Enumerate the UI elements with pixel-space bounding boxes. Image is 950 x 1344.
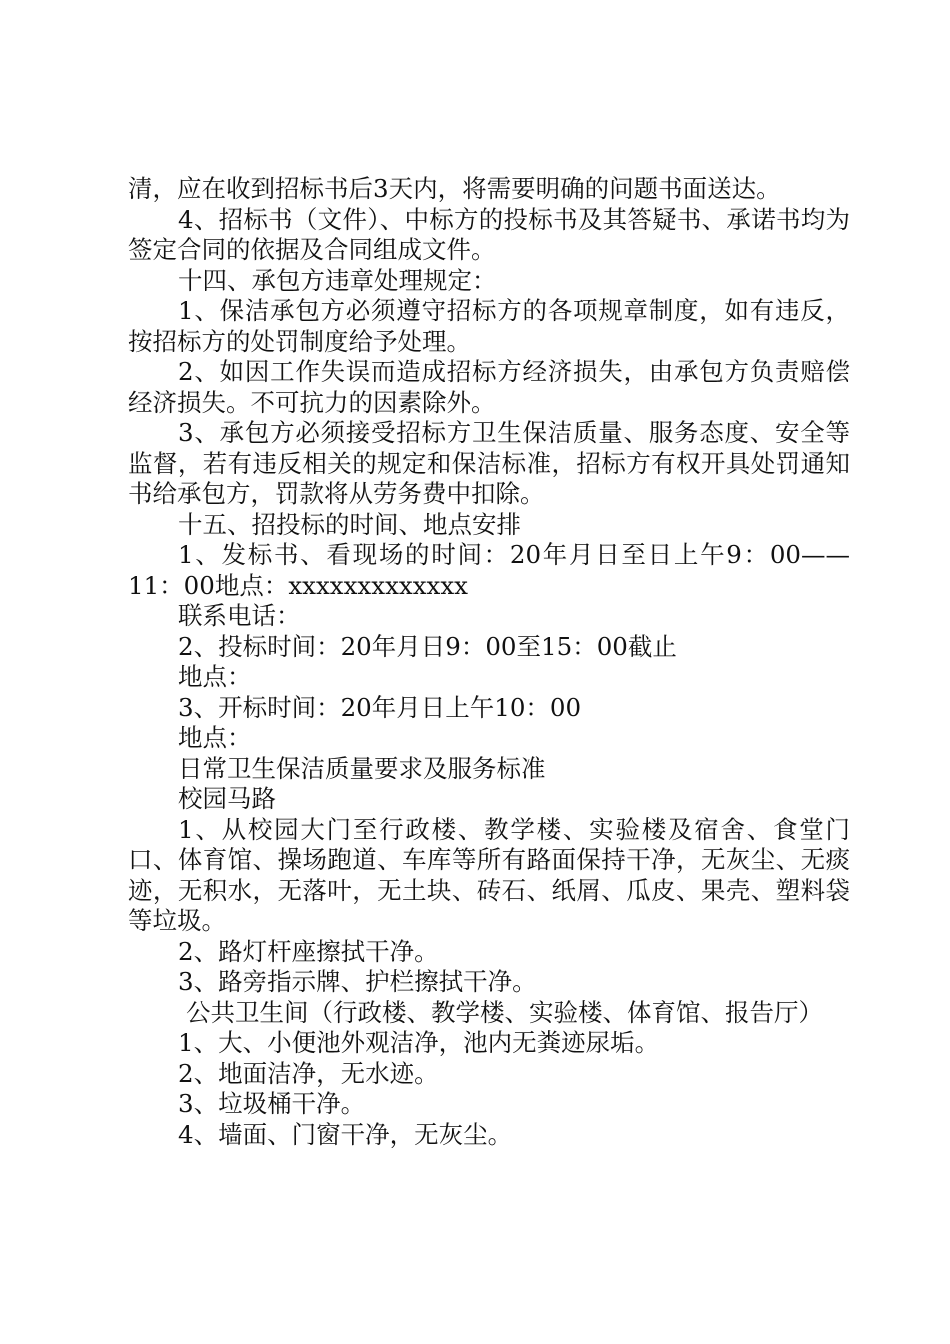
subheading-public-restrooms: 公共卫生间（行政楼、教学楼、实验楼、体育馆、报告厅）	[186, 997, 823, 1027]
paragraph-bid-clarification: 清，应在收到招标书后3天内，将需要明确的问题书面送达。	[128, 174, 781, 203]
paragraph-location-1: 地点：	[178, 662, 252, 691]
paragraph-schedule-issue: 1、发标书、看现场的时间：20年月日至日上午9：00——11：00地点：xxxxxxxxxxxxx	[128, 540, 850, 600]
paragraph-schedule-open: 3、开标时间：20年月日上午10：00	[178, 692, 582, 722]
paragraph-violation-3: 3、承包方必须接受招标方卫生保洁质量、服务态度、安全等监督，若有违反相关的规定和保洁标准，招标方有权开具处罚通知书给承包方，罚款将从劳务费中扣除。	[128, 418, 850, 508]
section-heading-standards: 日常卫生保洁质量要求及服务标准	[178, 753, 546, 783]
paragraph-contract-basis: 4、招标书（文件）、中标方的投标书及其答疑书、承诺书均为签定合同的依据及合同组成文件。	[128, 204, 850, 264]
subheading-campus-roads: 校园马路	[178, 784, 276, 813]
paragraph-restroom-4: 4、墙面、门窗干净，无灰尘。	[178, 1119, 513, 1149]
document-body	[128, 174, 850, 1150]
paragraph-contact-phone: 联系电话：	[178, 601, 301, 630]
paragraph-roads-2: 2、路灯杆座擦拭干净。	[178, 936, 439, 966]
section-heading-schedule: 十五、招投标的时间、地点安排	[178, 509, 521, 539]
paragraph-restroom-2: 2、地面洁净，无水迹。	[178, 1058, 439, 1088]
paragraph-roads-1: 1、从校园大门至行政楼、教学楼、实验楼及宿舍、食堂门口、体育馆、操场跑道、车库等所有路面保持干净，无灰尘、无痰迹，无积水，无落叶，无土块、砖石、纸屑、瓜皮、果壳、塑料袋等垃圾。	[128, 814, 850, 935]
paragraph-restroom-1: 1、大、小便池外观洁净，池内无粪迹尿垢。	[178, 1028, 660, 1057]
section-heading-violations: 十四、承包方违章处理规定：	[178, 265, 497, 295]
paragraph-violation-1: 1、保洁承包方必须遵守招标方的各项规章制度，如有违反，按招标方的处罚制度给予处理。	[128, 296, 850, 356]
paragraph-restroom-3: 3、垃圾桶干净。	[178, 1089, 366, 1118]
paragraph-schedule-bid: 2、投标时间：20年月日9：00至15：00截止	[178, 631, 677, 661]
paragraph-location-2: 地点：	[178, 723, 252, 752]
paragraph-violation-2: 2、如因工作失误而造成招标方经济损失，由承包方负责赔偿经济损失。不可抗力的因素除外。	[128, 357, 850, 417]
paragraph-roads-3: 3、路旁指示牌、护栏擦拭干净。	[178, 967, 537, 996]
